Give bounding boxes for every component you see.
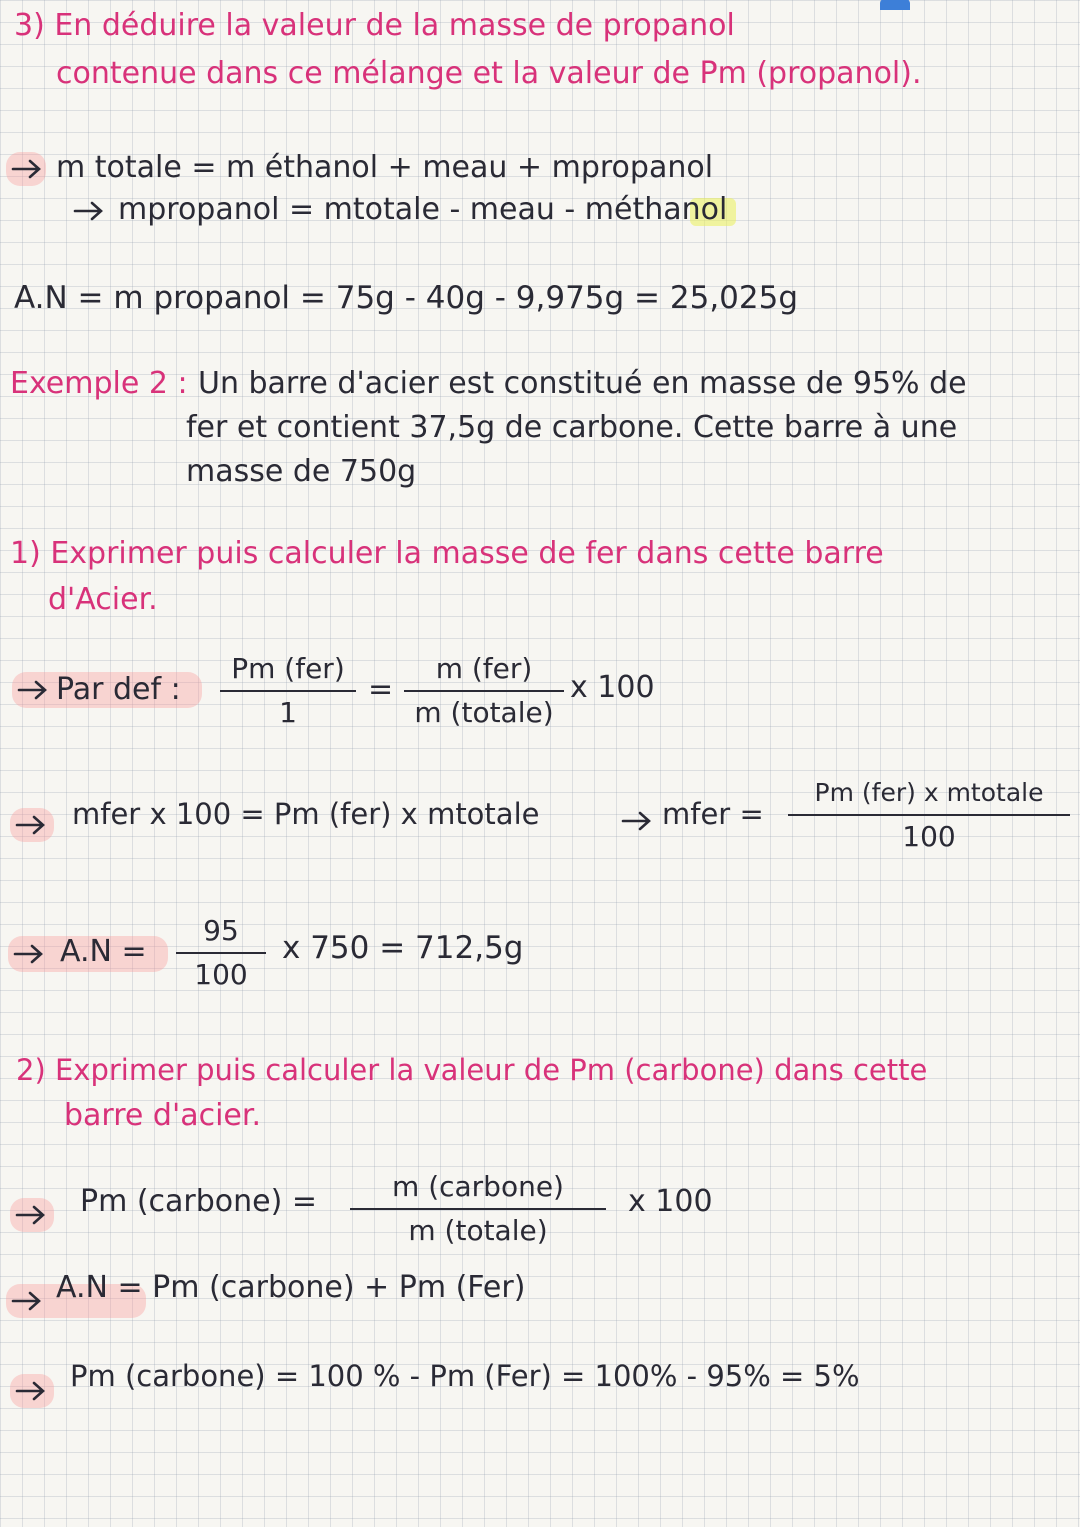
question-2-line-2: barre d'acier.	[64, 1098, 261, 1133]
fraction-95-100	[176, 914, 266, 992]
numeric-application-2-label: A.N =	[60, 934, 147, 969]
mfer-equation: mfer x 100 = Pm (fer) x mtotale	[72, 797, 540, 831]
ink-blot	[880, 0, 910, 10]
question-3-line-2: contenue dans ce mélange et la valeur de Pm (propanol).	[56, 56, 922, 91]
fraction-bar	[176, 952, 266, 954]
example-2-label: Exemple 2 :	[10, 366, 188, 401]
times-100: x 100	[628, 1184, 713, 1219]
fraction-numerator: 95	[203, 914, 239, 947]
fraction-m-carbone	[350, 1170, 606, 1248]
example-2-line-2: fer et contient 37,5g de carbone. Cette barre à une	[186, 410, 958, 445]
arrow-icon	[14, 1200, 48, 1230]
question-2-line-1: 2) Exprimer puis calculer la valeur de Pm (carbone) dans cette	[16, 1053, 928, 1087]
mfer-result-label: mfer =	[662, 797, 764, 831]
arrow-icon	[620, 806, 654, 836]
fraction-denominator: m (totale)	[414, 696, 554, 729]
numeric-application-3: A.N = Pm (carbone) + Pm (Fer)	[56, 1270, 526, 1305]
arrow-icon	[14, 1376, 48, 1406]
question-1-line-2: d'Acier.	[48, 582, 158, 617]
fraction-numerator: Pm (fer) x mtotale	[814, 778, 1044, 807]
question-1-line-1: 1) Exprimer puis calculer la masse de fer dans cette barre	[10, 536, 884, 571]
equation-mass-total: m totale = m éthanol + meau + mpropanol	[56, 150, 714, 185]
example-2-line-3: masse de 750g	[186, 454, 417, 489]
final-result-carbone: Pm (carbone) = 100 % - Pm (Fer) = 100% - 95% = 5%	[70, 1359, 860, 1393]
fraction-numerator: m (fer)	[435, 652, 533, 685]
arrow-icon	[72, 196, 106, 226]
fraction-denominator: m (totale)	[408, 1214, 548, 1247]
fraction-bar	[220, 690, 356, 692]
times-100: x 100	[570, 670, 655, 705]
arrow-icon	[10, 1286, 44, 1316]
fraction-bar	[404, 690, 564, 692]
fraction-denominator: 100	[194, 958, 248, 991]
arrow-icon	[16, 675, 50, 705]
numeric-application-2-result: x 750 = 712,5g	[282, 930, 524, 966]
fraction-numerator: m (carbone)	[392, 1170, 564, 1203]
fraction-bar	[350, 1208, 606, 1210]
equals-sign: =	[368, 672, 394, 707]
equation-mass-propanol: mpropanol = mtotale - meau - méthanol	[118, 192, 728, 227]
fraction-bar	[788, 814, 1070, 816]
fraction-denominator: 100	[902, 820, 956, 853]
fraction-m-fer	[404, 652, 564, 730]
pm-carbone-lhs: Pm (carbone) =	[80, 1184, 318, 1219]
question-3-line-1: 3) En déduire la valeur de la masse de propanol	[14, 8, 735, 43]
arrow-icon	[10, 154, 44, 184]
numeric-application-1: A.N = m propanol = 75g - 40g - 9,975g = 25,025g	[14, 280, 799, 316]
fraction-denominator: 1	[279, 696, 297, 729]
fraction-numerator: Pm (fer)	[231, 652, 345, 685]
fraction-pm-fer	[220, 652, 356, 730]
arrow-icon	[12, 939, 46, 969]
arrow-icon	[14, 810, 48, 840]
fraction-mfer	[788, 776, 1070, 854]
example-2-line-1: Un barre d'acier est constitué en masse de 95% de	[198, 366, 967, 401]
par-def-label: Par def :	[56, 672, 181, 707]
